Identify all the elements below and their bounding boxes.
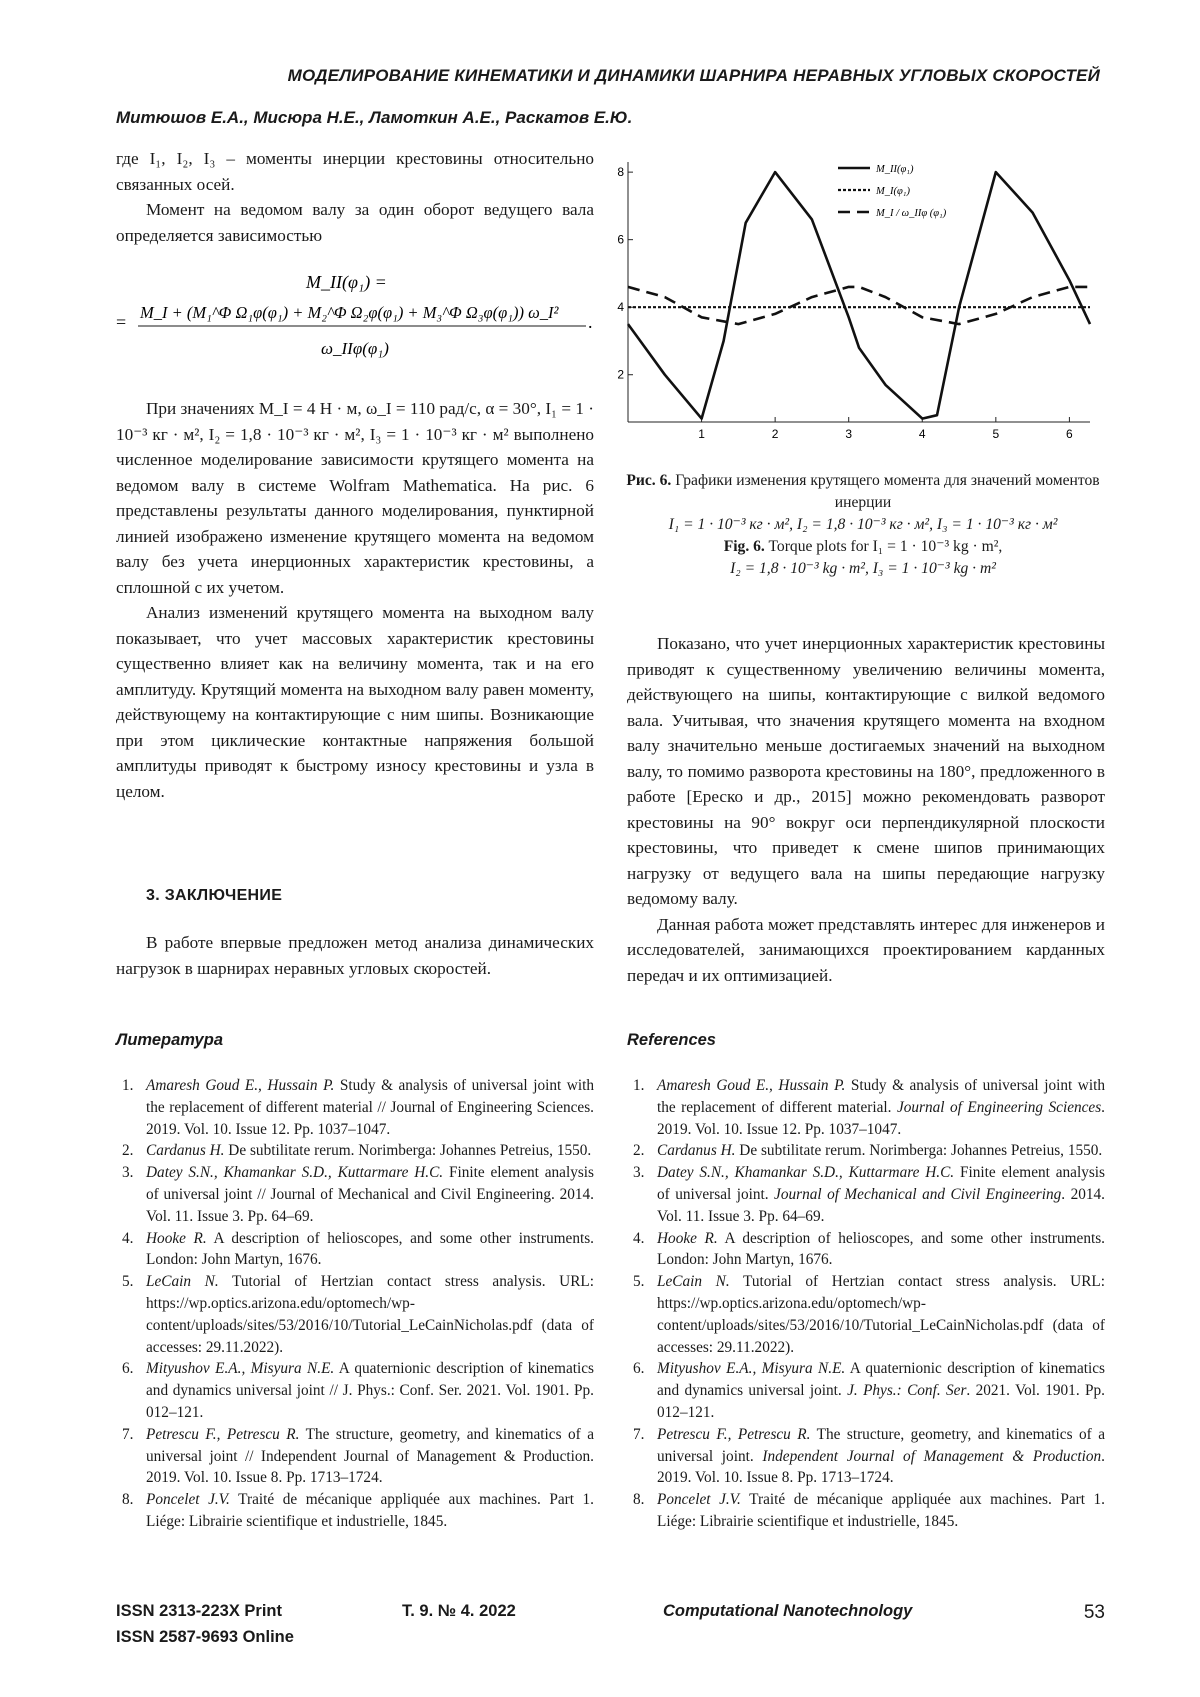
reference-text: Traité de mécanique appliquée aux machines. Part 1. Liége: Librairie scientifique et industrielle, 1845. — [146, 1491, 594, 1530]
reference-authors: Datey S.N., Khamankar S.D., Kuttarmare H.C. — [146, 1164, 444, 1182]
reference-number: 1. — [122, 1077, 134, 1094]
torque-chart — [617, 150, 1100, 462]
authors-line: Митюшов Е.А., Мисюра Н.Е., Ламоткин А.Е., Раскатов Е.Ю. — [116, 108, 633, 127]
paragraph: Показано, что учет инерционных характеристик крестовины приводят к существенному увеличению величины момента, действующего на шипы, контактирующие с вилкой ведомого вала. Учитывая, что значения крутящего момента на входном валу значительно меньше достигаемых значений на выходном валу, то помимо разворота крестовины на 180°, предложенного в работе [Ереско и др., 2015] можно рекомендовать разворот крестовины на 90° вокруг оси перпендикулярной плоскости крестовины, что приведет к смене шипов принимающих нагрузку от ведущего вала на шипы передающие нагрузку ведомому валу. — [627, 634, 1105, 908]
paragraph: В работе впервые предложен метод анализа динамических нагрузок в шарнирах неравных угловых скоростей. — [116, 933, 594, 978]
reference-text: The structure, geometry, and kinematics of a universal joint. — [657, 1425, 1105, 1465]
reference-number: 7. — [633, 1425, 645, 1443]
y-tick-label: 2 — [617, 367, 624, 382]
page-number: 53 — [1083, 1602, 1105, 1623]
reference-authors: Hooke R. — [657, 1229, 718, 1247]
legend-label: M_II(φ₁) — [876, 164, 914, 175]
reference-item — [627, 1228, 1105, 1272]
reference-text: Traité de mécanique appliquée aux machines. Part 1. Liége: Librairie scientifique et industrielle, 1845. — [657, 1491, 1105, 1530]
paragraph: Момент на ведомом валу за один оборот ведущего вала определяется зависимостью — [116, 200, 594, 245]
reference-item — [627, 1075, 1105, 1140]
issn-print: ISSN 2313-223X Print — [116, 1602, 282, 1620]
reference-authors: LeCain N. — [657, 1273, 730, 1291]
reference-number: 3. — [633, 1164, 645, 1182]
svg-text:=: = — [116, 312, 127, 332]
caption-values-en: I₂ = 1,8 · 10⁻³ kg · m², I₃ = 1 · 10⁻³ kg · m² — [730, 560, 996, 577]
reference-authors: Cardanus H. — [146, 1142, 225, 1160]
x-tick-label: 4 — [918, 427, 926, 441]
running-title: МОДЕЛИРОВАНИЕ КИНЕМАТИКИ И ДИНАМИКИ ШАРНИРА НЕРАВНЫХ УГЛОВЫХ СКОРОСТЕЙ — [287, 66, 1100, 85]
caption-label-ru: Рис. 6. — [626, 472, 672, 489]
reference-text: Tutorial of Hertzian contact stress analysis. URL: https://wp.optics.arizona.edu/optomech/wp-content/uploads/sites/53/2016/10/Tutorial_LeCainNicholas.pdf (data of accesses: 29.11.2022). — [146, 1273, 594, 1356]
reference-number: 4. — [633, 1229, 645, 1247]
reference-number: 8. — [122, 1491, 134, 1509]
section-heading: 3. ЗАКЛЮЧЕНИЕ — [146, 887, 283, 904]
reference-number: 4. — [122, 1229, 134, 1247]
reference-item — [116, 1228, 594, 1272]
paragraph: При значениях M_I = 4 Н · м, ω_I = 110 рад/с, α = 30°, I₁ = 1 · 10⁻³ кг · м², I₂ = 1,8 · 10⁻³ кг · м², I₃ = 1 · 10⁻³ кг · м² выполнено численное моделирование зависимости крутящего момента на ведомом валу в системе Wolfram Mathematica. На рис. 6 представлены результаты данного моделирования, пунктирной линией изображено изменение крутящего момента на ведомом валу без учета инерционных характеристик крестовины, а сплошной с их учетом. — [116, 399, 594, 597]
reference-item — [627, 1162, 1105, 1227]
reference-number: 2. — [122, 1142, 134, 1160]
references-en-list — [627, 1075, 1105, 1533]
paragraph: где I₁, I₂, I₃ – моменты инерции крестовины относительно связанных осей. — [116, 149, 594, 194]
reference-authors: Poncelet J.V. — [146, 1491, 230, 1509]
reference-item — [116, 1075, 594, 1140]
reference-journal: Journal of Engineering Sciences — [896, 1098, 1102, 1116]
reference-text: A description of helioscopes, and some other instruments. London: John Martyn, 1676. — [146, 1229, 594, 1269]
reference-item — [627, 1489, 1105, 1533]
reference-item — [116, 1358, 594, 1423]
reference-journal: J. Phys.: Conf. Ser — [847, 1382, 967, 1400]
journal-name: Computational Nanotechnology — [663, 1602, 913, 1620]
conclusion — [116, 930, 594, 981]
reference-text: A quaternionic description of kinematics and dynamics universal joint // J. Phys.: Conf. Ser. 2021. Vol. 1901. Pp. 012–121. — [146, 1360, 594, 1421]
reference-details: . 2019. Vol. 10. Issue 8. Pp. 1713–1724. — [657, 1447, 1105, 1487]
caption-label-en: Fig. 6. — [723, 538, 765, 555]
volume-info: T. 9. № 4. 2022 — [402, 1602, 516, 1620]
reference-item — [627, 1271, 1105, 1358]
paragraph: Данная работа может представлять интерес для инженеров и исследователей, занимающихся проектированием карданных передач и их оптимизацией. — [627, 914, 1105, 985]
reference-text: Finite element analysis of universal joint. — [657, 1164, 1106, 1203]
y-tick-label: 4 — [617, 300, 624, 315]
torque-formula — [116, 266, 594, 381]
reference-journal: Independent Journal of Management & Production — [762, 1447, 1102, 1465]
left-column-lower — [116, 396, 594, 804]
references-ru-list — [116, 1075, 594, 1533]
reference-item — [116, 1140, 594, 1162]
references-ru-heading: Литература — [116, 1031, 223, 1049]
reference-details: . 2019. Vol. 10. Issue 12. Pp. 1037–1047. — [657, 1098, 1105, 1138]
right-column — [627, 631, 1105, 988]
legend-label: M_I(φ₁) — [876, 186, 910, 197]
reference-number: 1. — [633, 1077, 645, 1094]
reference-number: 5. — [122, 1273, 134, 1291]
reference-text: A quaternionic description of kinematics and dynamics universal joint. — [657, 1360, 1105, 1400]
reference-authors: Mityushov E.A., Misyura N.E. — [657, 1360, 846, 1378]
reference-text: Tutorial of Hertzian contact stress analysis. URL: https://wp.optics.arizona.edu/optomech/wp-content/uploads/sites/53/2016/10/Tutorial_LeCainNicholas.pdf (data of accesses: 29.11.2022). — [657, 1273, 1105, 1356]
reference-authors: Mityushov E.A., Misyura N.E. — [146, 1360, 335, 1378]
reference-item — [627, 1424, 1105, 1489]
reference-authors: Datey S.N., Khamankar S.D., Kuttarmare H.C. — [657, 1164, 955, 1182]
paragraph: Анализ изменений крутящего момента на выходном валу показывает, что учет массовых характеристик крестовины существенно влияет как на величину момента, так и на его амплитуду. Крутящий момента на выходном валу равен моменту, действующему на контактирующие с ним шипы. Возникающие при этом циклические контактные напряжения большой амплитуды приводят к быстрому износу крестовины и узла в целом. — [116, 603, 594, 801]
legend-label: M_I / ω_IIφ (φ₁) — [876, 208, 947, 219]
reference-authors: Amaresh Goud E., Hussain P. — [657, 1077, 846, 1094]
reference-number: 7. — [122, 1425, 134, 1443]
reference-number: 5. — [633, 1273, 645, 1291]
x-tick-label: 5 — [992, 427, 1000, 441]
caption-values-ru: I₁ = 1 · 10⁻³ кг · м², I₂ = 1,8 · 10⁻³ кг · м², I₃ = 1 · 10⁻³ кг · м² — [668, 516, 1058, 533]
reference-text: De subtilitate rerum. Norimberga: Johannes Petreius, 1550. — [224, 1142, 592, 1160]
series-line-dashed — [628, 287, 1090, 324]
y-tick-label: 8 — [617, 165, 624, 180]
reference-journal: Journal of Mechanical and Civil Engineering — [774, 1185, 1062, 1203]
reference-authors: Amaresh Goud E., Hussain P. — [146, 1077, 335, 1094]
figure-caption — [620, 470, 1106, 580]
series-line-solid — [628, 172, 1090, 419]
reference-details: . 2021. Vol. 1901. Pp. 012–121. — [657, 1382, 1105, 1421]
references-en-heading: References — [627, 1031, 716, 1049]
y-tick-label: 6 — [617, 232, 624, 247]
x-tick-label: 3 — [845, 427, 853, 441]
reference-item — [627, 1358, 1105, 1423]
reference-item — [627, 1140, 1105, 1162]
x-tick-label: 6 — [1066, 427, 1073, 441]
left-column — [116, 146, 594, 248]
svg-text:.: . — [588, 312, 593, 332]
caption-text-ru: Графики изменения крутящего момента для значений моментов инерции — [675, 472, 1100, 511]
reference-item — [116, 1162, 594, 1227]
reference-item — [116, 1271, 594, 1358]
reference-number: 2. — [633, 1142, 645, 1160]
reference-authors: Petrescu F., Petrescu R. — [146, 1425, 300, 1443]
reference-text: A description of helioscopes, and some other instruments. London: John Martyn, 1676. — [657, 1229, 1105, 1269]
caption-text-en: Torque plots for I₁ = 1 · 10⁻³ kg · m², — [768, 538, 1003, 555]
issn-online: ISSN 2587-9693 Online — [116, 1628, 294, 1646]
reference-number: 3. — [122, 1164, 134, 1182]
reference-text: The structure, geometry, and kinematics of a universal joint // Independent Journal of Management & Production. 2019. Vol. 10. Issue 8. Pp. 1713–1724. — [146, 1425, 594, 1487]
reference-authors: LeCain N. — [146, 1273, 219, 1291]
x-tick-label: 2 — [771, 427, 779, 441]
reference-details: . 2014. Vol. 11. Issue 3. Pp. 64–69. — [657, 1185, 1105, 1225]
reference-number: 8. — [633, 1491, 645, 1509]
reference-number: 6. — [122, 1360, 134, 1378]
reference-text: Finite element analysis of universal joint // Journal of Mechanical and Civil Engineering. 2014. Vol. 11. Issue 3. Pp. 64–69. — [146, 1164, 595, 1225]
reference-text: Study & analysis of universal joint with the replacement of different material // Journal of Engineering Sciences. 2019. Vol. 10. Issue 12. Pp. 1037–1047. — [146, 1077, 594, 1138]
reference-authors: Hooke R. — [146, 1229, 207, 1247]
reference-text: De subtilitate rerum. Norimberga: Johannes Petreius, 1550. — [735, 1142, 1103, 1160]
formula-numerator: M_I + (M₁^Φ Ω₁φ(φ₁) + M₂^Φ Ω₂φ(φ₁) + M₃^Φ Ω₃φ(φ₁)) ω_I² — [140, 303, 559, 322]
formula-denominator: ω_IIφ(φ₁) — [321, 339, 389, 358]
reference-authors: Petrescu F., Petrescu R. — [657, 1425, 811, 1443]
reference-authors: Poncelet J.V. — [657, 1491, 741, 1509]
reference-item — [116, 1489, 594, 1533]
reference-text: Study & analysis of universal joint with the replacement of different material. — [657, 1077, 1105, 1116]
reference-authors: Cardanus H. — [657, 1142, 736, 1160]
x-tick-label: 1 — [698, 427, 705, 441]
reference-item — [116, 1424, 594, 1489]
reference-number: 6. — [633, 1360, 645, 1378]
formula-lhs: M_II(φ₁) = — [306, 272, 387, 292]
